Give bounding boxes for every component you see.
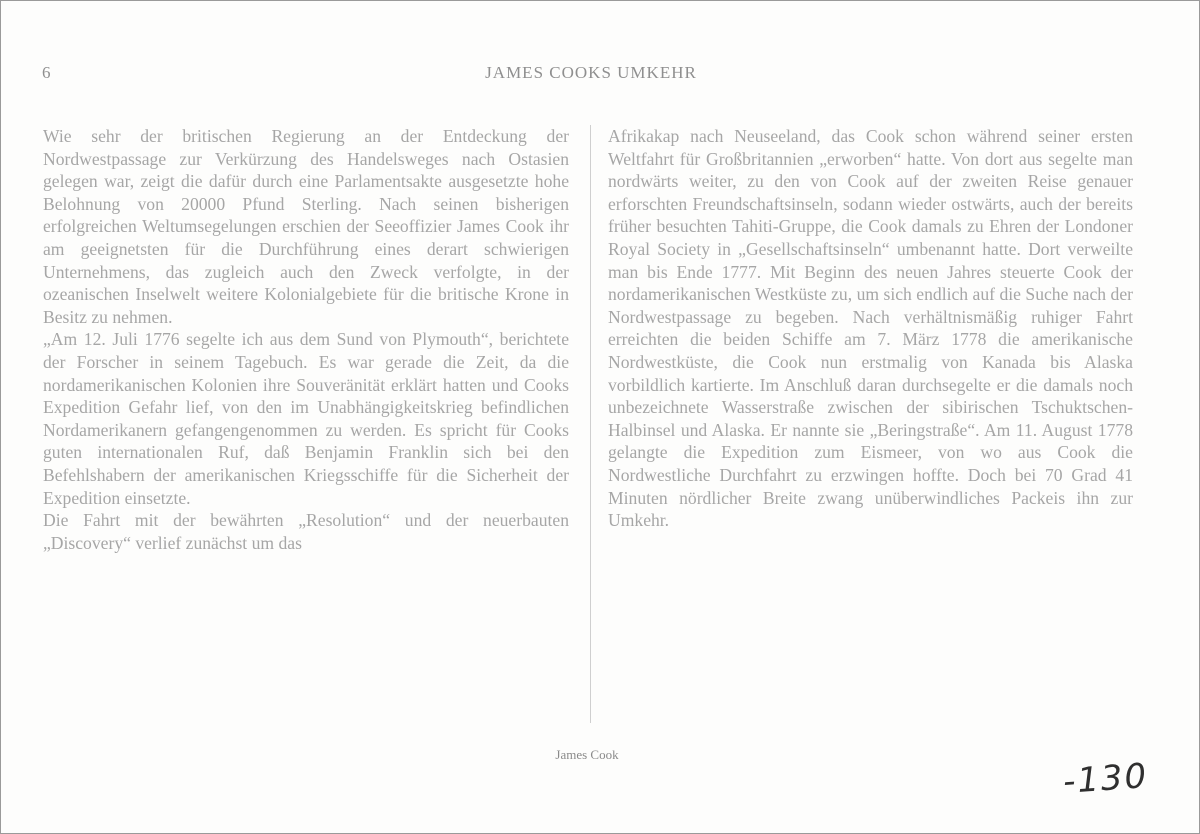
column-divider [590,125,591,723]
running-title: JAMES COOKS UMKEHR [485,63,697,82]
right-text-column [608,125,1133,532]
caption: James Cook [555,747,619,762]
page-number: 6 [42,63,51,82]
left-text-column [43,125,569,554]
paragraph: Afrikakap nach Neuseeland, das Cook schon während seiner ersten Weltfahrt für Großbritannien „erworben“ hatte. Von dort aus segelte man nordwärts weiter, zu den von Cook auf der zweiten Reise genauer erforschten Freundschaftsinseln, sodann wieder ostwärts, auch der bereits früher besuchten Tahiti-Gruppe, die Cook damals zu Ehren der Londoner Royal Society in „Gesellschaftsinseln“ umbenannt hatte. Dort verweilte man bis Ende 1777. Mit Beginn des neuen Jahres steuerte Cook der nordamerikanischen Westküste zu, um sich endlich auf die Suche nach der Nordwestpassage zu begeben. Nach verhältnismäßig ruhiger Fahrt erreichten die beiden Schiffe am 7. März 1778 die amerikanische Nordwestküste, die Cook nun erstmalig von Kanada bis Alaska vorbildlich kartierte. Im Anschluß daran durchsegelte er die damals noch unbezeichnete Wasserstraße zwischen der sibirischen Tschuktschen-Halbinsel und Alaska. Er nannte sie „Beringstraße“. Am 11. August 1778 gelangte die Expedition zum Eismeer, von wo aus Cook die Nordwestliche Durchfahrt zu erzwingen hoffte. Doch bei 70 Grad 41 Minuten nördlicher Breite zwang unüberwindliches Packeis ihn zur Umkehr. [608,126,1133,531]
handwritten-note: -130 [1061,756,1150,802]
paragraph: Wie sehr der britischen Regierung an der Entdeckung der Nordwestpassage zur Verkürzung des Handelsweges nach Ostasien gelegen war, zeigt die dafür durch eine Parlamentsakte ausgesetzte hohe Belohnung von 20000 Pfund Sterling. Nach seinen bisherigen erfolgreichen Weltumsegelungen erschien der Seeoffizier James Cook ihr am geeignetsten für die Durchführung eines derart schwierigen Unternehmens, das zugleich auch den Zweck verfolgte, in der ozeanischen Inselwelt weitere Kolonialgebiete für die britische Krone in Besitz zu nehmen. [43,126,569,327]
paragraph: Die Fahrt mit der bewährten „Resolution“ und der neuerbauten „Discovery“ verlief zunächst um das [43,510,569,553]
paragraph: „Am 12. Juli 1776 segelte ich aus dem Sund von Plymouth“, berichtete der Forscher in seinem Tagebuch. Es war gerade die Zeit, da die nordamerikanischen Kolonien ihre Souveränität erklärt hatten und Cooks Expedition Gefahr lief, von den im Unabhängigkeitskrieg befindlichen Nordamerikanern gefangengenommen zu werden. Es spricht für Cooks guten internationalen Ruf, daß Benjamin Franklin sich bei den Befehlshabern der amerikanischen Kriegsschiffe für die Sicherheit der Expedition einsetzte. [43,329,569,508]
